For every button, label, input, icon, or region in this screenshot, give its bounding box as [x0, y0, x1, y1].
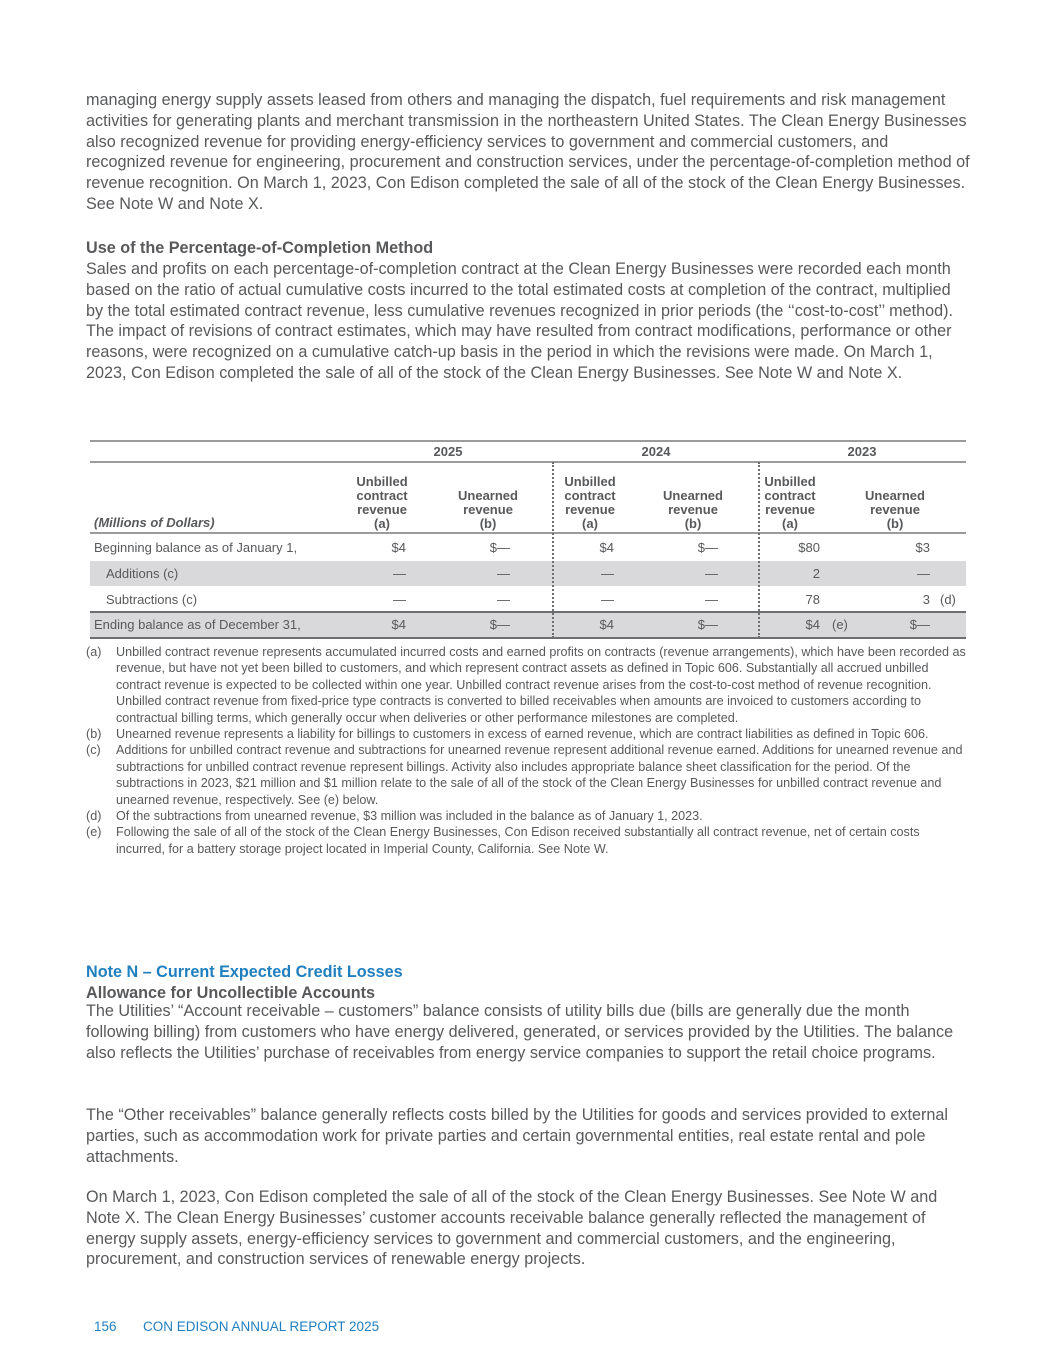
table-footnotes: [86, 644, 971, 857]
footnote-e: (e) Following the sale of all of the stock of the Clean Energy Businesses, Con Edison received substantially all contract revenue, net of certain costs incurred, for a battery storage project located in Imperial County, California. See Note W.: [86, 825, 920, 856]
footnote-c: (c) Additions for unbilled contract revenue and subtractions for unearned revenue represent additional revenue earned. Additions for unearned revenue and subtractions for unbilled contract revenue represent billings. Activity also includes appropriate balance sheet classification for the period. Of the subtractions in 2023, $21 million and $1 million relate to the sale of all of the stock of the Clean Energy Businesses for unbilled contract revenue and unearned revenue, respectively. See (e) below.: [86, 743, 963, 807]
note-n-paragraph-2: The “Other receivables” balance generally reflects costs billed by the Utilities for goods and services provided to external parties, such as accommodation work for private parties and certain governmental entities, real estate rental and pole attachments.: [86, 1106, 948, 1166]
footnote-d: (d) Of the subtractions from unearned revenue, $3 million was included in the balance as of January 1, 2023.: [86, 809, 703, 824]
column-divider-2024: [552, 462, 554, 638]
footnote-b: (b) Unearned revenue represents a liability for billings to customers in excess of earned revenue, which are contract liabilities as defined in Topic 606.: [86, 727, 929, 742]
year-header-2024: 2024: [641, 444, 671, 459]
table-bottom-rule: [90, 637, 966, 639]
note-n-title: Note N – Current Expected Credit Losses: [86, 963, 403, 981]
table-row-beginning: Beginning balance as of January 1, $4 $— $4 $— $80 $3: [94, 540, 930, 555]
table-row-subtractions: Subtractions (c) — — — — 78 3 (d): [106, 592, 956, 607]
table-row-additions: Additions (c) — — — — 2 —: [90, 561, 966, 586]
note-n-subheading: Allowance for Uncollectible Accounts: [86, 984, 376, 1002]
poc-body: Sales and profits on each percentage-of-completion contract at the Clean Energy Businesses were recorded each month based on the ratio of actual cumulative costs incurred to the total estimated costs at completion of the contract, multiplied by the total estimated contract revenue, less cumulative revenues recognized in prior periods (the ‘‘cost-to-cost’’ method). The impact of revisions of contract estimates, which may have resulted from contract modifications, performance or other reasons, were recognized on a cumulative catch-up basis in the period in which the revisions were made. On March 1, 2023, Con Edison completed the sale of all of the stock of the Clean Energy Businesses. See Note W and Note X.: [86, 260, 954, 382]
table-top-rule: [90, 440, 966, 442]
col-unbilled-2024: Unbilled contract revenue (a): [564, 474, 616, 531]
year-header-2025: 2025: [433, 444, 463, 459]
report-title: CON EDISON ANNUAL REPORT 2025: [143, 1319, 380, 1334]
header-bottom-rule: [90, 532, 966, 534]
col-unearned-2024: Unearned revenue (b): [663, 488, 723, 531]
poc-heading: Use of the Percentage-of-Completion Method: [86, 239, 434, 257]
col-unbilled-2025: Unbilled contract revenue (a): [356, 474, 408, 531]
intro-paragraph: managing energy supply assets leased from others and managing the dispatch, fuel requirements and risk management activities for generating plants and merchant transmission in the northeastern United States. The Clean Energy Businesses also recognized revenue for providing energy-efficiency services to government and commercial customers, and recognized revenue for engineering, procurement and construction services, under the percentage-of-completion method of revenue recognition. On March 1, 2023, Con Edison completed the sale of all of the stock of the Clean Energy Businesses. See Note W and Note X.: [86, 91, 970, 213]
note-n-paragraph-1: The Utilities’ “Account receivable – customers” balance consists of utility bills due (bills are generally due the month following billing) from customers who have energy delivered, generated, or services provided by the Utilities. The balance also reflects the Utilities’ purchase of receivables from energy service companies to support the retail choice programs.: [86, 1002, 954, 1062]
footnote-ref-e: (e): [832, 617, 848, 632]
footnote-ref-d: (d): [940, 592, 956, 607]
column-divider-2023: [758, 462, 760, 638]
year-header-rule: [90, 461, 966, 463]
note-n-paragraph-3: On March 1, 2023, Con Edison completed the sale of all of the stock of the Clean Energy Businesses. See Note W and Note X. The Clean Energy Businesses’ customer accounts receivable balance generally reflected the management of energy supply assets, energy-efficiency services to government and commercial customers, and the engineering, procurement, and construction services of renewable energy projects.: [86, 1188, 938, 1269]
col-unbilled-2023: Unbilled contract revenue (a): [764, 474, 816, 531]
units-label: (Millions of Dollars): [94, 515, 215, 530]
table-row-ending: Ending balance as of December 31, $4 $— $4 $— $4 $— (e): [90, 613, 966, 637]
year-header-2023: 2023: [847, 444, 877, 459]
col-unearned-2025: Unearned revenue (b): [458, 488, 518, 531]
col-unearned-2023: Unearned revenue (b): [865, 488, 925, 531]
page-number: 156: [94, 1319, 117, 1334]
footnote-a: (a) Unbilled contract revenue represents accumulated incurred costs and earned profits on contracts (revenue arrangements), which have been recorded as revenue, but have not yet been billed to customers, and which represent contract assets as defined in Topic 606. Substantially all accrued unbilled contract revenue is expected to be collected within one year. Unbilled contract revenue arises from the cost-to-cost method of revenue recognition. Unbilled contract revenue from fixed-price type contracts is converted to billed receivables when amounts are invoiced to customers according to contractual billing terms, which generally occur when deliveries or other performance milestones are completed.: [86, 645, 966, 725]
